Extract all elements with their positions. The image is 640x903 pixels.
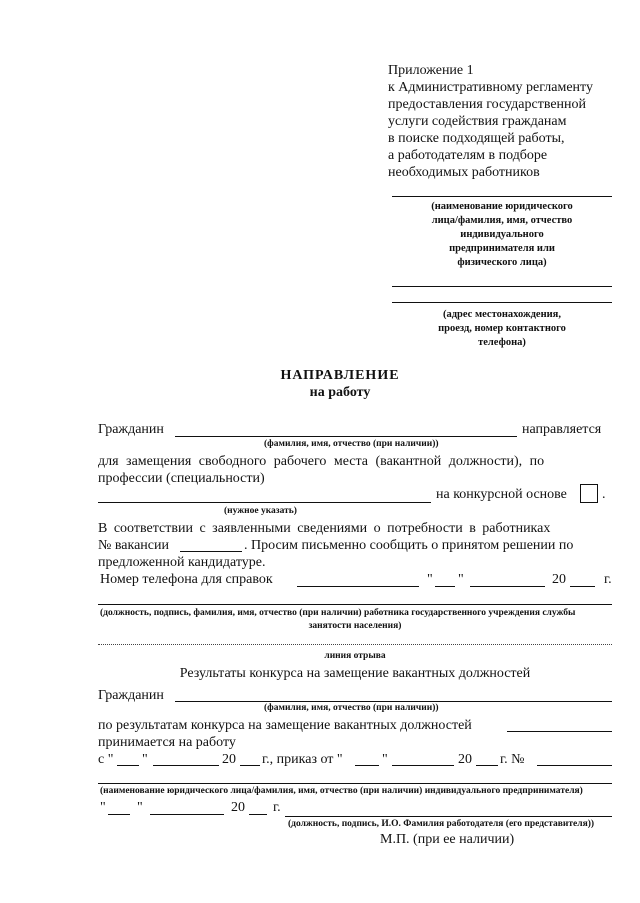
order-year-prefix: 20 <box>458 752 472 767</box>
day-field[interactable] <box>435 586 455 587</box>
sign-year-prefix: 20 <box>231 800 245 815</box>
tear-line-label: линия отрыва <box>324 651 386 661</box>
year-field[interactable] <box>570 586 595 587</box>
results-title: Результаты конкурса на замещение вакантных должностей <box>179 666 531 681</box>
employer-name-line[interactable] <box>392 196 612 197</box>
order-number-field[interactable] <box>537 765 612 766</box>
date-quote-open: " <box>100 800 106 815</box>
page-title: НАПРАВЛЕНИЕ <box>280 368 400 383</box>
competitive-label: на конкурсной основе <box>436 487 567 502</box>
quote-open: " <box>427 572 433 587</box>
month-field[interactable] <box>470 586 545 587</box>
appendix-line: услуги содействия гражданам <box>388 114 567 129</box>
appendix-line: необходимых работников <box>388 165 540 180</box>
page-subtitle: на работу <box>309 385 371 400</box>
signatory-caption: (должность, подпись, фамилия, имя, отчество (при наличии) работника государственного учреждения службы <box>100 608 576 618</box>
profession-label: профессии (специальности) <box>98 471 265 486</box>
appendix-line: предоставления государственной <box>388 97 587 112</box>
stamp-label: М.П. (при ее наличии) <box>380 832 515 847</box>
address-caption: (адрес местонахождения, проезд, номер контактного телефона) <box>438 309 566 348</box>
sign-month-field[interactable] <box>150 814 224 815</box>
results-employer-field[interactable] <box>98 783 612 784</box>
signatory-field[interactable] <box>98 604 612 605</box>
profession-field[interactable] <box>98 502 431 503</box>
candidacy-line: предложенной кандидатуре. <box>98 555 266 570</box>
vacancy-no-field[interactable] <box>180 551 242 552</box>
appendix-line: а работодателям в подборе <box>388 148 548 163</box>
start-month-field[interactable] <box>153 765 219 766</box>
competition-line: по результатам конкурса на замещение вакантных должностей <box>98 718 472 733</box>
phone-label: Номер телефона для справок <box>100 572 273 587</box>
order-number-label: г. № <box>500 752 525 767</box>
tear-line <box>98 644 612 645</box>
start-year-field[interactable] <box>240 765 260 766</box>
request-text: . Просим письменно сообщить о принятом решении по <box>244 538 574 553</box>
accordance-line: В соответствии с заявленными сведениями о потребности в работниках <box>98 521 551 536</box>
start-year-prefix: 20 <box>222 752 236 767</box>
appendix-line: Приложение 1 <box>388 63 474 78</box>
from-label: с " <box>98 752 114 767</box>
vacancy-line: для замещения свободного рабочего места (вакантной должности), по <box>98 454 545 469</box>
results-citizen-label: Гражданин <box>98 688 164 703</box>
appendix-line: к Административному регламенту <box>388 80 593 95</box>
quote-close: " <box>458 572 464 587</box>
sign-year-field[interactable] <box>249 814 267 815</box>
order-month-field[interactable] <box>392 765 454 766</box>
start-quote-close: " <box>142 752 148 767</box>
results-fio-caption: (фамилия, имя, отчество (при наличии)) <box>264 703 439 713</box>
appendix-line: в поиске подходящей работы, <box>388 131 565 146</box>
year-prefix: 20 <box>552 572 566 587</box>
citizen-fio-field[interactable] <box>175 436 517 437</box>
results-employer-caption: (наименование юридического лица/фамилия, имя, отчество (при наличии) индивидуального предпринимателя) <box>100 786 583 796</box>
phone-field[interactable] <box>297 586 419 587</box>
employer-caption: (наименование юридического лица/фамилия, имя, отчество индивидуального предпринимателя или физического лица) <box>431 201 573 268</box>
address-line-1[interactable] <box>392 286 612 287</box>
start-day-field[interactable] <box>117 765 139 766</box>
sign-day-field[interactable] <box>108 814 130 815</box>
signatory-caption-2: занятости населения) <box>308 621 402 631</box>
order-year-field[interactable] <box>476 765 498 766</box>
employer-sign-field[interactable] <box>285 816 612 817</box>
order-label: г., приказ от " <box>262 752 343 767</box>
employer-sign-caption: (должность, подпись, И.О. Фамилия работодателя (его представителя)) <box>288 819 595 829</box>
citizen-label: Гражданин <box>98 422 164 437</box>
appendix-block <box>388 62 628 181</box>
vacancy-no-label: № вакансии <box>98 538 169 553</box>
directed-label: направляется <box>522 422 602 437</box>
address-line-2[interactable] <box>392 302 612 303</box>
hired-line: принимается на работу <box>98 735 236 750</box>
results-citizen-field[interactable] <box>175 701 612 702</box>
order-day-field[interactable] <box>355 765 379 766</box>
year-suffix: г. <box>604 572 612 587</box>
competitive-checkbox[interactable] <box>580 484 598 503</box>
date-quote-close: " <box>137 800 143 815</box>
specify-caption: (нужное указать) <box>224 506 297 516</box>
competition-field[interactable] <box>507 731 612 732</box>
sign-year-suffix: г. <box>273 800 281 815</box>
period: . <box>602 487 606 502</box>
order-quote-close: " <box>382 752 388 767</box>
fio-caption: (фамилия, имя, отчество (при наличии)) <box>264 439 439 449</box>
